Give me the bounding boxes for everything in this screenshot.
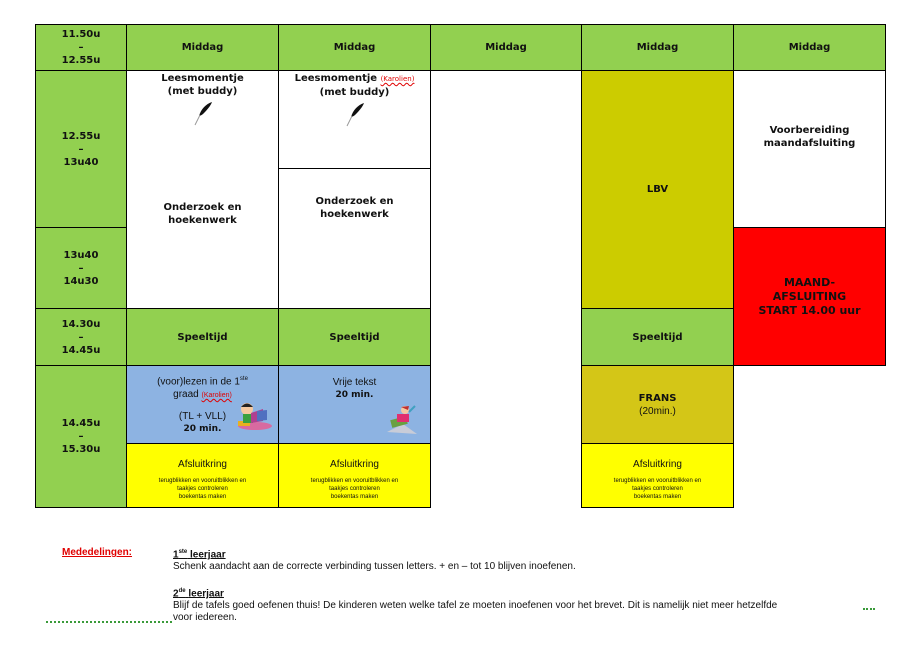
col4-speeltijd <box>581 308 734 366</box>
onderzoek-line2: hoekenwerk <box>168 215 237 226</box>
afsluitkring-line3: boekentas maken <box>330 494 379 500</box>
maand-line2: AFSLUITING <box>772 289 847 303</box>
year1-num: 1 <box>173 549 179 561</box>
header-middag-4 <box>581 24 734 71</box>
year1-text: Schenk aandacht aan de correcte verbinding tussen letters. + en – tot 10 blijven inoefenen. <box>173 561 576 573</box>
col2-speeltijd <box>278 308 431 366</box>
col5-maandafsluiting <box>733 227 886 366</box>
col2-onderzoek <box>278 168 431 309</box>
voorlezen-text: (voor)lezen in de 1 <box>157 376 240 388</box>
time-end: 15.30u <box>61 444 101 455</box>
time-dash: – <box>78 42 84 53</box>
col2-afsluitkring <box>278 443 431 508</box>
afsluitkring-title: Afsluitkring <box>178 459 227 470</box>
col4-lbv <box>581 70 734 309</box>
reading-child-icon <box>233 401 273 431</box>
duration-text: 20 min. <box>335 390 374 400</box>
col4-frans <box>581 365 734 444</box>
col2-leesmomentje <box>278 70 431 169</box>
time-start: 13u40 <box>63 249 99 261</box>
header-label: Middag <box>333 42 376 53</box>
header-label: Middag <box>636 42 679 53</box>
afsluitkring-title: Afsluitkring <box>330 459 379 470</box>
graad-text: graad <box>173 389 199 401</box>
time-end: 13u40 <box>63 156 99 168</box>
time-start: 12.55u <box>61 130 101 142</box>
time-dash: – <box>78 143 84 155</box>
leesmomentje-sub: (met buddy) <box>319 87 390 98</box>
time-end: 12.55u <box>61 55 101 66</box>
col1-lees-onderzoek <box>126 70 279 309</box>
time-dash: – <box>78 431 84 442</box>
frans-duration: (20min.) <box>639 405 676 417</box>
year1-sup: ste <box>178 549 188 555</box>
leesmomentje-title: Leesmomentje <box>161 73 244 84</box>
onderzoek-line1: Onderzoek en <box>315 196 394 207</box>
mededelingen-label: Mededelingen: <box>62 547 133 558</box>
header-middag-5 <box>733 24 886 71</box>
col5-voorbereiding <box>733 70 886 228</box>
time-start: 14.30u <box>61 318 101 330</box>
timeslot-1445-1530 <box>35 365 127 508</box>
tl-vll-text: (TL + VLL) <box>178 411 227 423</box>
writing-child-icon <box>383 402 421 438</box>
onderzoek-line1: Onderzoek en <box>163 202 242 213</box>
year2-title: leerjaar <box>188 588 224 600</box>
notes-year2 <box>173 585 777 624</box>
spellcheck-squiggle <box>46 620 172 623</box>
year1-heading <box>173 546 576 561</box>
speeltijd-label: Speeltijd <box>329 331 380 343</box>
afsluitkring-line1: terugblikken en vooruitblikken en <box>310 478 399 484</box>
header-middag-2 <box>278 24 431 71</box>
year2-num: 2 <box>173 588 179 600</box>
time-end: 14.45u <box>61 344 101 356</box>
afsluitkring-line2: taakjes controleren <box>632 486 683 492</box>
karolien-tag: (Karolien) <box>380 75 415 83</box>
voorlezen-sup: ste <box>239 375 248 382</box>
header-middag-1 <box>126 24 279 71</box>
timeslot-1150-1255 <box>35 24 127 71</box>
notes-year1 <box>173 546 576 573</box>
voorlezen-line1 <box>157 373 248 388</box>
header-label: Middag <box>181 42 224 53</box>
afsluitkring-line1: terugblikken en vooruitblikken en <box>613 478 702 484</box>
year2-heading <box>173 585 777 600</box>
afsluitkring-line1: terugblikken en vooruitblikken en <box>158 478 247 484</box>
leesmomentje-sub: (met buddy) <box>167 86 238 97</box>
notes-label <box>62 547 132 559</box>
col1-speeltijd <box>126 308 279 366</box>
col1-afsluitkring <box>126 443 279 508</box>
feather-icon <box>192 101 214 127</box>
timeslot-1255-1340 <box>35 70 127 228</box>
year2-text-line1: Blijf de tafels goed oefenen thuis! De kinderen weten welke tafel ze moeten inoefenen voor het brevet. Dit is namelijk niet meer hetzelfde <box>173 600 778 612</box>
spellcheck-squiggle <box>863 607 875 610</box>
timeslot-1430-1445 <box>35 308 127 366</box>
karolien-tag: (Karolien) <box>201 392 232 400</box>
feather-icon <box>344 102 366 128</box>
speeltijd-label: Speeltijd <box>632 331 683 343</box>
time-end: 14u30 <box>63 275 99 287</box>
timeslot-1340-1430 <box>35 227 127 309</box>
maand-line3: START 14.00 uur <box>758 303 861 317</box>
year1-title: leerjaar <box>190 549 226 561</box>
time-start: 14.45u <box>61 418 101 429</box>
onderzoek-line2: hoekenwerk <box>320 209 389 220</box>
afsluitkring-line2: taakjes controleren <box>329 486 380 492</box>
year2-text-line2: voor iedereen. <box>173 612 237 624</box>
frans-title: FRANS <box>638 392 677 404</box>
voorbereiding-line1: Voorbereiding <box>769 125 850 136</box>
header-label: Middag <box>788 42 831 53</box>
duration-text: 20 min. <box>183 424 222 435</box>
leesmomentje-title-row <box>295 72 415 86</box>
afsluitkring-line3: boekentas maken <box>178 494 227 500</box>
time-dash: – <box>78 331 84 343</box>
afsluitkring-line2: taakjes controleren <box>177 486 228 492</box>
afsluitkring-title: Afsluitkring <box>633 459 682 470</box>
header-middag-3 <box>430 24 582 71</box>
lbv-label: LBV <box>646 184 669 195</box>
header-label: Middag <box>485 42 527 53</box>
afsluitkring-line3: boekentas maken <box>633 494 682 500</box>
speeltijd-label: Speeltijd <box>177 331 228 343</box>
leesmomentje-title: Leesmomentje <box>294 73 378 84</box>
voorbereiding-line2: maandafsluiting <box>763 138 856 149</box>
time-start: 11.50u <box>61 29 101 40</box>
maand-line1: MAAND- <box>783 275 836 289</box>
col2-vrije-tekst <box>278 365 431 444</box>
vrije-tekst-title: Vrije tekst <box>332 377 377 388</box>
voorlezen-line2 <box>173 388 232 402</box>
col1-voorlezen <box>126 365 279 444</box>
time-dash: – <box>78 262 84 274</box>
col4-afsluitkring <box>581 443 734 508</box>
year2-sup: de <box>178 588 186 594</box>
